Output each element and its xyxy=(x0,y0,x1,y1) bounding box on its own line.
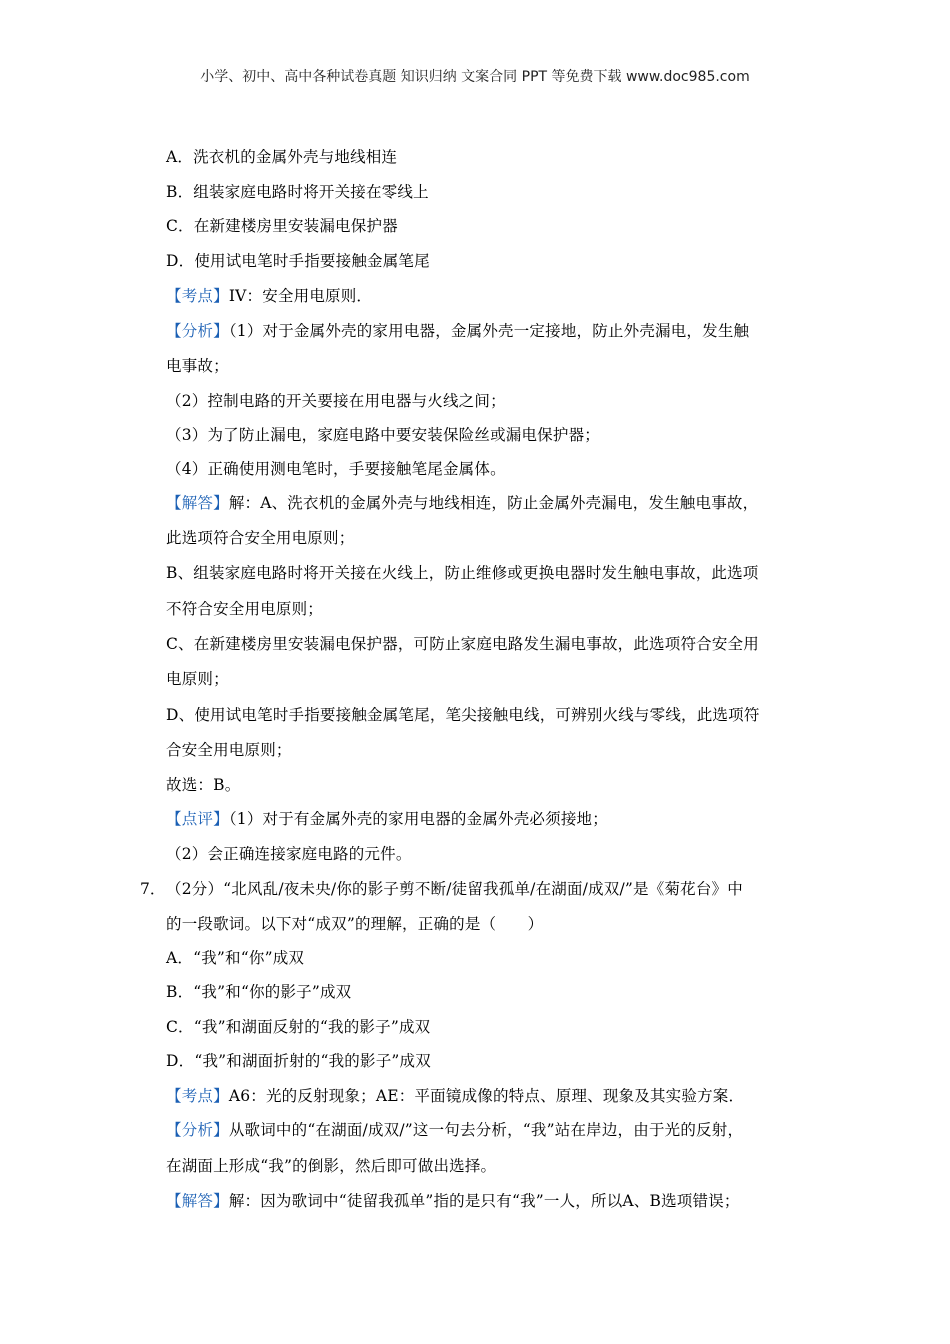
q6-jieda-5: 故选：B。 xyxy=(166,776,241,794)
kaodian-text: A6：光的反射现象；AE：平面镜成像的特点、原理、现象及其实验方案． xyxy=(228,1087,745,1105)
jieda-tag: 【解答】 xyxy=(166,1192,229,1210)
dianping-tag: 【点评】 xyxy=(166,810,229,828)
q6-option-a: A．洗衣机的金属外壳与地线相连 xyxy=(166,148,398,166)
q6-jieda-1b: 此选项符合安全用电原则； xyxy=(166,529,355,547)
q7-option-c: C．“我”和湖面反射的“我的影子”成双 xyxy=(166,1018,431,1036)
q6-dianping xyxy=(166,808,608,830)
q6-kaodian xyxy=(166,285,372,307)
dianping-text: （1）对于有金属外壳的家用电器的金属外壳必须接地； xyxy=(228,810,608,828)
q6-jieda-4a: D、使用试电笔时手指要接触金属笔尾，笔尖接触电线，可辨别火线与零线，此选项符 xyxy=(166,706,760,724)
kaodian-tag: 【考点】 xyxy=(166,287,229,305)
q6-jieda-4b: 合安全用电原则； xyxy=(166,741,292,759)
q6-option-c: C．在新建楼房里安装漏电保护器 xyxy=(166,217,398,235)
fenxi-tag: 【分析】 xyxy=(166,322,229,340)
q6-jieda-2a: B、组装家庭电路时将开关接在火线上，防止维修或更换电器时发生触电事故，此选项 xyxy=(166,564,759,582)
q6-option-d: D．使用试电笔时手指要接触金属笔尾 xyxy=(166,252,430,270)
q6-option-b: B．组装家庭电路时将开关接在零线上 xyxy=(166,183,429,201)
q6-jieda xyxy=(166,492,758,514)
q7-jieda xyxy=(166,1190,740,1212)
q7-kaodian xyxy=(166,1085,744,1107)
fenxi-text: 从歌词中的“在湖面/成双/”这一句去分析，“我”站在岸边，由于光的反射， xyxy=(228,1121,744,1139)
q7-stem: （2分）“北风乱/夜未央/你的影子剪不断/徒留我孤单/在湖面/成双/”是《菊花台》中 xyxy=(166,880,743,898)
jieda-tag: 【解答】 xyxy=(166,494,229,512)
q7-option-a: A．“我”和“你”成双 xyxy=(166,949,305,967)
q6-dianping-2: （2）会正确连接家庭电路的元件。 xyxy=(166,845,412,863)
q6-jieda-2b: 不符合安全用电原则； xyxy=(166,600,324,618)
fenxi-tag: 【分析】 xyxy=(166,1121,229,1139)
q6-jieda-3a: C、在新建楼房里安装漏电保护器，可防止家庭电路发生漏电事故，此选项符合安全用 xyxy=(166,635,759,653)
q6-fenxi-cont: 电事故； xyxy=(166,357,229,375)
jieda-text: 解：因为歌词中“徒留我孤单”指的是只有“我”一人，所以A、B选项错误； xyxy=(228,1192,740,1210)
kaodian-text: IV：安全用电原则． xyxy=(228,287,373,305)
q7-fenxi-cont: 在湖面上形成“我”的倒影，然后即可做出选择。 xyxy=(166,1157,497,1175)
q7-option-b: B．“我”和“你的影子”成双 xyxy=(166,983,352,1001)
q6-fenxi xyxy=(166,320,749,342)
q6-fenxi-3: （3）为了防止漏电，家庭电路中要安装保险丝或漏电保护器； xyxy=(166,426,600,444)
q7-option-d: D．“我”和湖面折射的“我的影子”成双 xyxy=(166,1052,431,1070)
page-header: 小学、初中、高中各种试卷真题 知识归纳 文案合同 PPT 等免费下载 www.doc985.com xyxy=(200,69,750,85)
q6-fenxi-4: （4）正确使用测电笔时，手要接触笔尾金属体。 xyxy=(166,460,506,478)
q7-stem-cont: 的一段歌词。以下对“成双”的理解，正确的是（ ） xyxy=(166,915,544,933)
q7-fenxi xyxy=(166,1119,743,1141)
kaodian-tag: 【考点】 xyxy=(166,1087,229,1105)
q6-fenxi-2: （2）控制电路的开关要接在用电器与火线之间； xyxy=(166,392,506,410)
q7-number: 7． xyxy=(140,880,166,898)
fenxi-text: （1）对于金属外壳的家用电器，金属外壳一定接地，防止外壳漏电，发生触 xyxy=(228,322,750,340)
jieda-text: 解：A、洗衣机的金属外壳与地线相连，防止金属外壳漏电，发生触电事故， xyxy=(228,494,759,512)
q6-jieda-3b: 电原则； xyxy=(166,670,229,688)
